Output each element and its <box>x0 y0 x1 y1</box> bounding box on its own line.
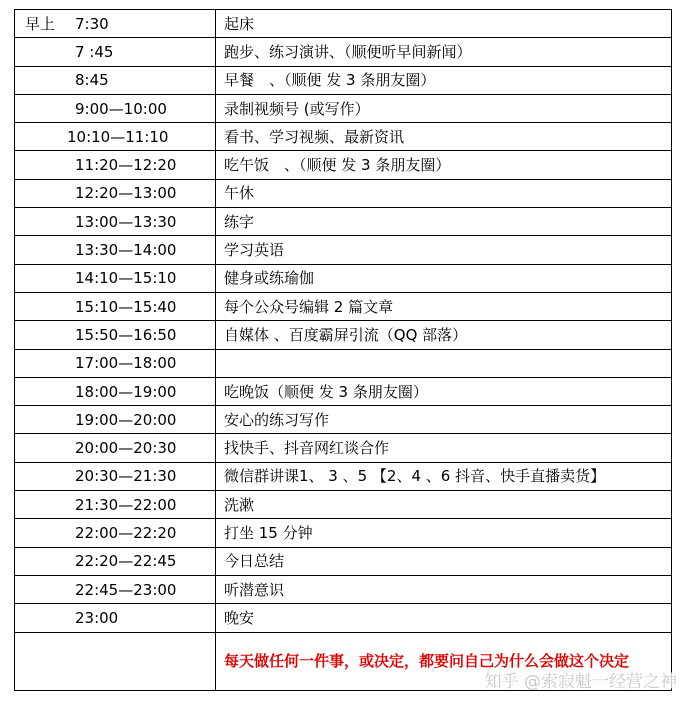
activity-cell: 微信群讲课1、 3 、5 【2、4 、6 抖音、快手直播卖货】 <box>216 462 672 490</box>
activity-cell: 今日总结 <box>216 547 672 575</box>
time-cell <box>15 406 216 434</box>
time-cell <box>15 179 216 207</box>
activity-cell <box>216 349 672 377</box>
time-cell <box>15 264 216 292</box>
activity-cell: 晚安 <box>216 604 672 632</box>
table-row <box>15 547 672 575</box>
time-cell <box>15 377 216 405</box>
time-text: 23:00 <box>75 608 119 627</box>
time-text: 17:00—18:00 <box>75 354 177 373</box>
table-row <box>15 179 672 207</box>
time-text: 7:30 <box>75 14 109 33</box>
time-text: 20:00—20:30 <box>75 439 177 458</box>
time-cell <box>15 575 216 603</box>
table-row <box>15 264 672 292</box>
time-text: 15:10—15:40 <box>75 297 177 316</box>
note-empty-cell <box>15 632 216 690</box>
activity-cell: 吃晚饭（顺便 发 3 条朋友圈） <box>216 377 672 405</box>
table-row <box>15 38 672 66</box>
time-text: 10:10—11:10 <box>67 127 169 146</box>
table-row <box>15 349 672 377</box>
time-cell <box>15 491 216 519</box>
time-text: 22:00—22:20 <box>75 523 177 542</box>
activity-cell: 学习英语 <box>216 236 672 264</box>
activity-cell: 找快手、抖音网红谈合作 <box>216 434 672 462</box>
activity-cell: 早餐 、（顺便 发 3 条朋友圈） <box>216 66 672 94</box>
activity-cell: 每个公众号编辑 2 篇文章 <box>216 292 672 320</box>
table-row <box>15 575 672 603</box>
activity-cell: 练字 <box>216 208 672 236</box>
time-text: 21:30—22:00 <box>75 495 177 514</box>
time-text: 22:45—23:00 <box>75 580 177 599</box>
time-cell <box>15 434 216 462</box>
time-text: 22:20—22:45 <box>75 552 177 571</box>
activity-cell: 跑步、练习演讲、（顺便听早间新闻） <box>216 38 672 66</box>
time-text: 19:00—20:00 <box>75 410 177 429</box>
table-row <box>15 94 672 122</box>
table-row <box>15 236 672 264</box>
time-text: 8:45 <box>75 71 109 90</box>
time-cell <box>15 547 216 575</box>
table-row <box>15 292 672 320</box>
activity-cell: 洗漱 <box>216 491 672 519</box>
time-cell <box>15 604 216 632</box>
time-cell <box>15 94 216 122</box>
time-cell <box>15 236 216 264</box>
table-row <box>15 321 672 349</box>
time-text: 11:20—12:20 <box>75 156 177 175</box>
time-cell <box>15 151 216 179</box>
time-cell <box>15 10 216 38</box>
activity-cell: 健身或练瑜伽 <box>216 264 672 292</box>
table-row <box>15 434 672 462</box>
time-cell <box>15 321 216 349</box>
note-text: 每天做任何一件事，或决定，都要问自己为什么会做这个决定 <box>216 632 672 690</box>
time-text: 9:00—10:00 <box>75 99 167 118</box>
table-row <box>15 66 672 94</box>
table-row <box>15 10 672 38</box>
time-text: 13:00—13:30 <box>75 212 177 231</box>
table-row <box>15 604 672 632</box>
time-text: 18:00—19:00 <box>75 382 177 401</box>
table-row <box>15 519 672 547</box>
table-row <box>15 462 672 490</box>
activity-cell: 吃午饭 、（顺便 发 3 条朋友圈） <box>216 151 672 179</box>
activity-cell: 看书、学习视频、最新资讯 <box>216 123 672 151</box>
table-row <box>15 151 672 179</box>
activity-cell: 听潜意识 <box>216 575 672 603</box>
time-cell <box>15 123 216 151</box>
activity-cell: 午休 <box>216 179 672 207</box>
period-label: 早上 <box>25 14 56 33</box>
schedule-rows <box>15 10 672 633</box>
activity-cell: 安心的练习写作 <box>216 406 672 434</box>
time-cell <box>15 38 216 66</box>
time-text: 20:30—21:30 <box>75 467 177 486</box>
table-row <box>15 491 672 519</box>
table-row <box>15 377 672 405</box>
table-row <box>15 123 672 151</box>
table-row <box>15 406 672 434</box>
time-cell <box>15 462 216 490</box>
time-text: 7 :45 <box>75 42 114 61</box>
time-text: 15:50—16:50 <box>75 325 177 344</box>
watermark: 知乎 @索寂魁一经营之神 <box>484 672 677 692</box>
time-text: 14:10—15:10 <box>75 269 177 288</box>
time-cell <box>15 292 216 320</box>
time-cell <box>15 66 216 94</box>
activity-cell: 自媒体 、百度霸屏引流（QQ 部落） <box>216 321 672 349</box>
time-text: 13:30—14:00 <box>75 241 177 260</box>
time-cell <box>15 349 216 377</box>
time-text: 12:20—13:00 <box>75 184 177 203</box>
time-cell <box>15 208 216 236</box>
activity-cell: 起床 <box>216 10 672 38</box>
activity-cell: 录制视频号 (或写作） <box>216 94 672 122</box>
time-cell <box>15 519 216 547</box>
schedule-table <box>14 9 672 691</box>
activity-cell: 打坐 15 分钟 <box>216 519 672 547</box>
table-row <box>15 208 672 236</box>
